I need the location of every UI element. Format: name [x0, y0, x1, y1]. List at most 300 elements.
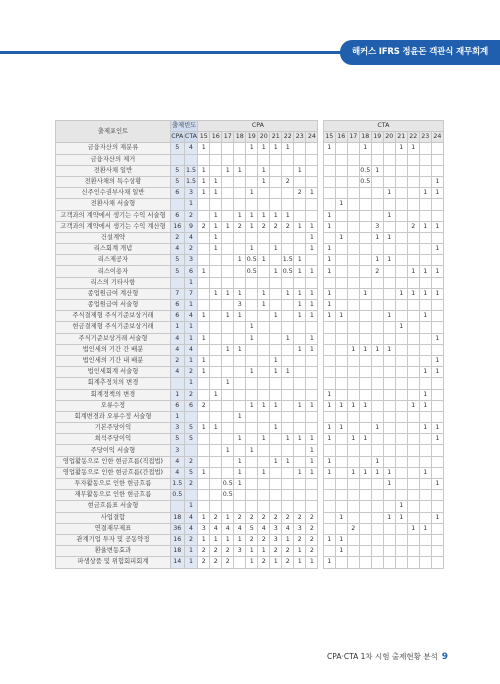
cta-year-cell: 1	[395, 288, 407, 299]
cta-year-cell	[371, 389, 383, 400]
topic-cell: 리스이용자	[56, 266, 171, 277]
cta-year-cell	[407, 344, 419, 355]
freq-cta-cell: 7	[184, 288, 198, 299]
table-row	[56, 300, 444, 311]
cta-year-cell	[335, 389, 347, 400]
cta-year-cell	[419, 165, 431, 176]
cta-year-cell	[347, 244, 359, 255]
cpa-year-cell: 1	[282, 367, 294, 378]
cta-year-cell: 1	[419, 266, 431, 277]
cta-year-cell	[383, 445, 395, 456]
cta-year: 15	[323, 132, 335, 143]
cta-year-cell: 1	[419, 423, 431, 434]
cpa-year-cell	[198, 244, 210, 255]
freq-cpa-cell: 5	[170, 434, 184, 445]
cpa-year-cell	[282, 300, 294, 311]
cpa-year-cell: 1	[306, 400, 318, 411]
cta-year: 19	[371, 132, 383, 143]
cpa-year-cell: 1	[270, 266, 282, 277]
cta-year-cell	[359, 411, 371, 422]
freq-cta-cell: 5	[184, 434, 198, 445]
cta-year-cell	[383, 322, 395, 333]
cta-year-cell	[335, 479, 347, 490]
cta-year-cell: 1	[419, 367, 431, 378]
table-row	[56, 210, 444, 221]
cpa-year-cell: 1	[282, 434, 294, 445]
cpa-year-cell	[294, 143, 306, 154]
cpa-year-cell	[282, 311, 294, 322]
cta-year-cell: 1	[383, 344, 395, 355]
cpa-year-cell	[258, 277, 270, 288]
cta-year-cell	[323, 367, 335, 378]
cta-year-cell	[335, 523, 347, 534]
cta-year-cell: 1	[395, 143, 407, 154]
header-title: 해커스 IFRS 정윤돈 객관식 재무회계	[340, 40, 500, 65]
cpa-year-cell: 0.5	[222, 479, 234, 490]
cpa-year-cell: 1	[258, 400, 270, 411]
cta-year-cell	[347, 333, 359, 344]
cpa-year-cell: 3	[294, 523, 306, 534]
freq-cta-cell: 6	[184, 266, 198, 277]
cpa-year-cell	[270, 434, 282, 445]
table-row	[56, 423, 444, 434]
cta-year-cell: 1	[323, 288, 335, 299]
cpa-year-cell	[282, 355, 294, 366]
topic-cell: 법인세회계 서술형	[56, 367, 171, 378]
cpa-year-cell	[210, 199, 222, 210]
cta-year-cell	[407, 244, 419, 255]
cpa-year-cell	[270, 490, 282, 501]
cpa-year-cell	[306, 411, 318, 422]
cpa-year-cell	[258, 389, 270, 400]
cta-year-cell: 1	[335, 534, 347, 545]
cta-year-cell	[335, 221, 347, 232]
cpa-year: 17	[222, 132, 234, 143]
cta-year-cell	[383, 244, 395, 255]
cta-year-cell	[347, 210, 359, 221]
cta-year-cell	[419, 344, 431, 355]
cta-year-cell	[431, 210, 443, 221]
cpa-year-cell: 1	[258, 143, 270, 154]
cpa-year-cell	[282, 277, 294, 288]
cta-year-cell	[407, 456, 419, 467]
table-row	[56, 434, 444, 445]
cta-year-cell	[359, 479, 371, 490]
cta-year-cell: 0.5	[359, 176, 371, 187]
cta-year-cell: 1	[359, 434, 371, 445]
cta-year-cell	[431, 400, 443, 411]
cta-year-cell	[407, 300, 419, 311]
topic-cell: 연결재무제표	[56, 523, 171, 534]
table-row	[56, 266, 444, 277]
cta-year-cell	[359, 221, 371, 232]
cpa-year-cell: 1	[198, 333, 210, 344]
cta-year-cell	[347, 534, 359, 545]
cta-year-cell	[431, 490, 443, 501]
cta-year-cell	[323, 501, 335, 512]
table-row	[56, 255, 444, 266]
freq-cta-header: CTA	[184, 132, 198, 143]
cpa-year-cell: 1	[234, 534, 246, 545]
cta-year-cell	[419, 512, 431, 523]
freq-cta-cell: 6	[184, 400, 198, 411]
cpa-year-cell: 1	[270, 311, 282, 322]
cpa-year-cell	[282, 467, 294, 478]
cta-year-cell	[431, 154, 443, 165]
cta-year-cell: 1	[359, 143, 371, 154]
cpa-year-cell: 2	[210, 546, 222, 557]
cpa-year-cell: 1	[306, 188, 318, 199]
cta-year-cell: 1	[431, 333, 443, 344]
cpa-year-cell: 1	[198, 266, 210, 277]
cta-year-cell	[383, 400, 395, 411]
cta-year-cell	[359, 378, 371, 389]
cta-year-cell	[407, 165, 419, 176]
cta-year-cell: 1	[335, 199, 347, 210]
cta-year-cell	[323, 333, 335, 344]
cta-year-cell	[335, 322, 347, 333]
cpa-year-cell: 2	[222, 546, 234, 557]
cpa-year-cell	[270, 154, 282, 165]
cpa-year-cell	[222, 232, 234, 243]
topic-cell: 건설계약	[56, 232, 171, 243]
freq-cta-cell: 2	[184, 456, 198, 467]
cpa-year-cell: 1	[198, 467, 210, 478]
cpa-year-cell: 1	[282, 210, 294, 221]
cta-year-cell	[383, 355, 395, 366]
cta-year-cell	[407, 199, 419, 210]
cpa-year-cell	[270, 501, 282, 512]
cpa-year-cell: 1	[210, 232, 222, 243]
cta-year-cell	[431, 546, 443, 557]
cta-year-cell	[383, 557, 395, 568]
freq-cta-cell: 3	[184, 188, 198, 199]
cpa-year-cell	[294, 445, 306, 456]
cta-year-cell: 1	[359, 344, 371, 355]
table-row	[56, 512, 444, 523]
cpa-year-cell	[210, 143, 222, 154]
cpa-year-cell	[258, 266, 270, 277]
cpa-year-cell: 2	[258, 534, 270, 545]
cta-year-cell	[359, 232, 371, 243]
freq-cpa-cell: 7	[170, 288, 184, 299]
cta-year-cell: 1	[431, 434, 443, 445]
cta-year-cell: 1	[419, 523, 431, 534]
cpa-year-cell	[246, 501, 258, 512]
table-row	[56, 501, 444, 512]
cta-year-cell	[383, 199, 395, 210]
cta-year-cell	[419, 244, 431, 255]
cpa-year-cell	[234, 333, 246, 344]
cpa-year-cell: 1	[198, 143, 210, 154]
table-row	[56, 165, 444, 176]
cpa-year: 20	[258, 132, 270, 143]
cpa-year-cell: 1	[258, 546, 270, 557]
cpa-year-cell	[294, 277, 306, 288]
cpa-year-cell: 0.5	[282, 266, 294, 277]
freq-cpa-cell: 3	[170, 445, 184, 456]
cpa-year-cell	[210, 367, 222, 378]
cta-year-cell	[335, 333, 347, 344]
cpa-year-cell	[234, 445, 246, 456]
cpa-year-cell: 1	[210, 221, 222, 232]
cpa-year-cell	[234, 423, 246, 434]
cpa-year-cell	[222, 456, 234, 467]
cta-year-cell	[335, 557, 347, 568]
freq-cta-cell: 1.5	[184, 176, 198, 187]
topic-cell: 주식기준보상거래 서술형	[56, 333, 171, 344]
cta-year-cell	[347, 501, 359, 512]
table-row	[56, 344, 444, 355]
cpa-year-cell	[198, 210, 210, 221]
cpa-year-cell	[222, 210, 234, 221]
cta-year-cell: 1	[383, 479, 395, 490]
cta-year-cell	[395, 244, 407, 255]
cpa-year-cell: 1	[270, 456, 282, 467]
table-row	[56, 467, 444, 478]
freq-cta-cell: 2	[184, 534, 198, 545]
cpa-year-cell	[294, 378, 306, 389]
cta-year-cell	[383, 277, 395, 288]
cta-year-cell: 1	[419, 311, 431, 322]
cpa-year-cell	[282, 165, 294, 176]
cta-year-cell	[347, 176, 359, 187]
table-row	[56, 490, 444, 501]
cpa-year-cell	[294, 232, 306, 243]
cta-year-cell	[335, 467, 347, 478]
cpa-year-cell	[282, 232, 294, 243]
cpa-year-cell: 2	[294, 512, 306, 523]
cta-year-cell	[419, 378, 431, 389]
cta-year-cell	[431, 557, 443, 568]
cta-year-cell	[431, 322, 443, 333]
cta-year-cell	[395, 344, 407, 355]
cta-year-cell: 1	[323, 300, 335, 311]
cpa-year-cell	[210, 456, 222, 467]
cta-year-cell: 1	[383, 512, 395, 523]
cta-year-cell: 2	[371, 266, 383, 277]
cta-year-cell	[395, 333, 407, 344]
cpa-year-cell	[222, 176, 234, 187]
cta-year-cell	[407, 479, 419, 490]
cta-year-cell: 1	[383, 210, 395, 221]
topic-cell: 주당이익 서술형	[56, 445, 171, 456]
cpa-year-cell: 1	[246, 244, 258, 255]
cta-year-cell	[335, 255, 347, 266]
cta-year-cell	[371, 300, 383, 311]
cpa-year-cell	[294, 333, 306, 344]
cta-year-cell	[431, 311, 443, 322]
cpa-year-cell	[198, 378, 210, 389]
cta-year-cell	[407, 411, 419, 422]
cta-year-cell	[395, 154, 407, 165]
cta-year-cell	[407, 176, 419, 187]
cpa-year-cell: 1	[210, 423, 222, 434]
cta-year-cell: 1	[407, 288, 419, 299]
freq-cpa-cell: 5	[170, 165, 184, 176]
cpa-year-cell	[270, 411, 282, 422]
cta-year-cell	[371, 210, 383, 221]
table-row	[56, 367, 444, 378]
cta-year-cell: 2	[347, 523, 359, 534]
cta-year-cell	[371, 411, 383, 422]
cta-year-cell	[371, 523, 383, 534]
cta-year-cell	[347, 266, 359, 277]
cta-year-cell: 1	[419, 389, 431, 400]
cta-year-cell	[431, 277, 443, 288]
cpa-year-cell: 1	[306, 456, 318, 467]
cta-year-cell: 1	[431, 188, 443, 199]
header-row	[56, 121, 444, 132]
cta-year-cell	[407, 277, 419, 288]
cta-year-cell	[347, 165, 359, 176]
cpa-year-cell: 2	[282, 221, 294, 232]
cta-year-cell: 1	[323, 143, 335, 154]
cpa-year-cell	[234, 367, 246, 378]
cta-year-cell	[395, 434, 407, 445]
cta-year-cell: 1	[335, 400, 347, 411]
cpa-year-cell: 0.5	[246, 255, 258, 266]
cta-year-cell: 1	[323, 210, 335, 221]
cpa-year-cell: 1	[270, 557, 282, 568]
cta-year: 24	[431, 132, 443, 143]
topic-cell: 기본주당이익	[56, 423, 171, 434]
cpa-year-cell	[258, 322, 270, 333]
cpa-year-cell	[246, 277, 258, 288]
cpa-year-cell	[222, 411, 234, 422]
cpa-year-cell	[306, 277, 318, 288]
cta-year-cell	[383, 456, 395, 467]
cta-year-cell	[371, 367, 383, 378]
cta-year-cell	[347, 288, 359, 299]
cta-year-cell	[335, 434, 347, 445]
cta-year-cell	[335, 501, 347, 512]
cpa-year-cell	[222, 355, 234, 366]
cpa-year-cell: 1	[234, 467, 246, 478]
cta-year-cell: 1	[431, 176, 443, 187]
cta-year-cell	[323, 378, 335, 389]
cpa-year-cell: 1	[294, 288, 306, 299]
cpa-year-cell: 1	[234, 165, 246, 176]
freq-cpa-cell: 6	[170, 188, 184, 199]
cta-year-cell	[323, 490, 335, 501]
cta-year-cell	[383, 367, 395, 378]
topic-header: 출제포인트	[56, 121, 171, 143]
table-row	[56, 221, 444, 232]
freq-cta-cell: 1	[184, 546, 198, 557]
cpa-year-cell: 1	[210, 389, 222, 400]
cpa-year-cell	[246, 411, 258, 422]
cpa-year-cell: 1	[246, 367, 258, 378]
cta-year-cell: 1	[371, 232, 383, 243]
cpa-year-cell	[306, 165, 318, 176]
freq-cpa-cell	[170, 501, 184, 512]
cpa-year-cell: 1	[246, 557, 258, 568]
cta-year-cell	[431, 199, 443, 210]
cpa-year-cell: 1	[270, 355, 282, 366]
freq-cpa-cell: 4	[170, 456, 184, 467]
page-header	[0, 0, 500, 78]
cta-year-cell	[371, 188, 383, 199]
cpa-year-cell	[258, 355, 270, 366]
cpa-year-cell: 4	[282, 523, 294, 534]
cpa-year-cell: 1	[222, 378, 234, 389]
cta-year-cell	[323, 411, 335, 422]
freq-cpa-cell: 6	[170, 210, 184, 221]
cpa-year-cell	[210, 165, 222, 176]
cpa-year-cell	[210, 311, 222, 322]
freq-cta-cell: 2	[184, 244, 198, 255]
cta-year-cell: 1	[431, 423, 443, 434]
cpa-year-cell: 2	[282, 176, 294, 187]
cta-year-cell	[383, 176, 395, 187]
cpa-year-cell	[234, 501, 246, 512]
cta-year-cell	[419, 434, 431, 445]
cta-year-cell	[395, 467, 407, 478]
cta-year-cell	[431, 389, 443, 400]
freq-cpa-cell: 5	[170, 143, 184, 154]
cpa-year-cell: 1	[258, 210, 270, 221]
freq-cta-cell: 2	[184, 479, 198, 490]
cpa-year-cell: 2	[198, 557, 210, 568]
cta-year-cell: 1	[359, 467, 371, 478]
cta-year-cell	[347, 355, 359, 366]
cta-year-cell	[395, 255, 407, 266]
cta-year-cell	[323, 546, 335, 557]
cta-year-cell	[335, 188, 347, 199]
cta-year-cell	[383, 288, 395, 299]
cpa-year-cell: 2	[210, 557, 222, 568]
cta-year-cell: 1	[383, 232, 395, 243]
cpa-year-cell: 2	[294, 188, 306, 199]
cta-year-cell	[323, 199, 335, 210]
cta-year-cell	[431, 411, 443, 422]
cpa-year-cell	[210, 378, 222, 389]
cta-year-cell	[407, 154, 419, 165]
cpa-year-cell	[306, 490, 318, 501]
cpa-year-cell	[306, 378, 318, 389]
cta-year-cell	[407, 434, 419, 445]
cpa-year-cell: 1	[246, 210, 258, 221]
cta-year-cell	[347, 456, 359, 467]
cpa-year-cell	[210, 479, 222, 490]
cpa-year-cell	[210, 344, 222, 355]
cpa-year-cell: 1	[222, 445, 234, 456]
table-row	[56, 311, 444, 322]
cta-year-cell	[407, 501, 419, 512]
cpa-year-cell: 1	[198, 188, 210, 199]
cta-year-cell	[383, 411, 395, 422]
cta-year-cell	[395, 423, 407, 434]
cta-year-cell	[431, 501, 443, 512]
cpa-year-cell	[234, 355, 246, 366]
cta-year-cell	[395, 378, 407, 389]
cta-year-cell	[371, 311, 383, 322]
cta-year-cell	[419, 277, 431, 288]
cpa-year-cell	[282, 479, 294, 490]
cta-year-cell	[395, 176, 407, 187]
cta-year-cell	[431, 165, 443, 176]
cpa-year-cell	[258, 378, 270, 389]
cta-year-cell: 1	[419, 288, 431, 299]
cpa-year-cell: 1	[210, 210, 222, 221]
cpa-year-cell: 1	[198, 534, 210, 545]
cta-year-cell: 1	[323, 311, 335, 322]
cta-year-cell	[359, 423, 371, 434]
table-row	[56, 277, 444, 288]
cpa-year-cell: 3	[198, 523, 210, 534]
cpa-year-cell	[246, 467, 258, 478]
